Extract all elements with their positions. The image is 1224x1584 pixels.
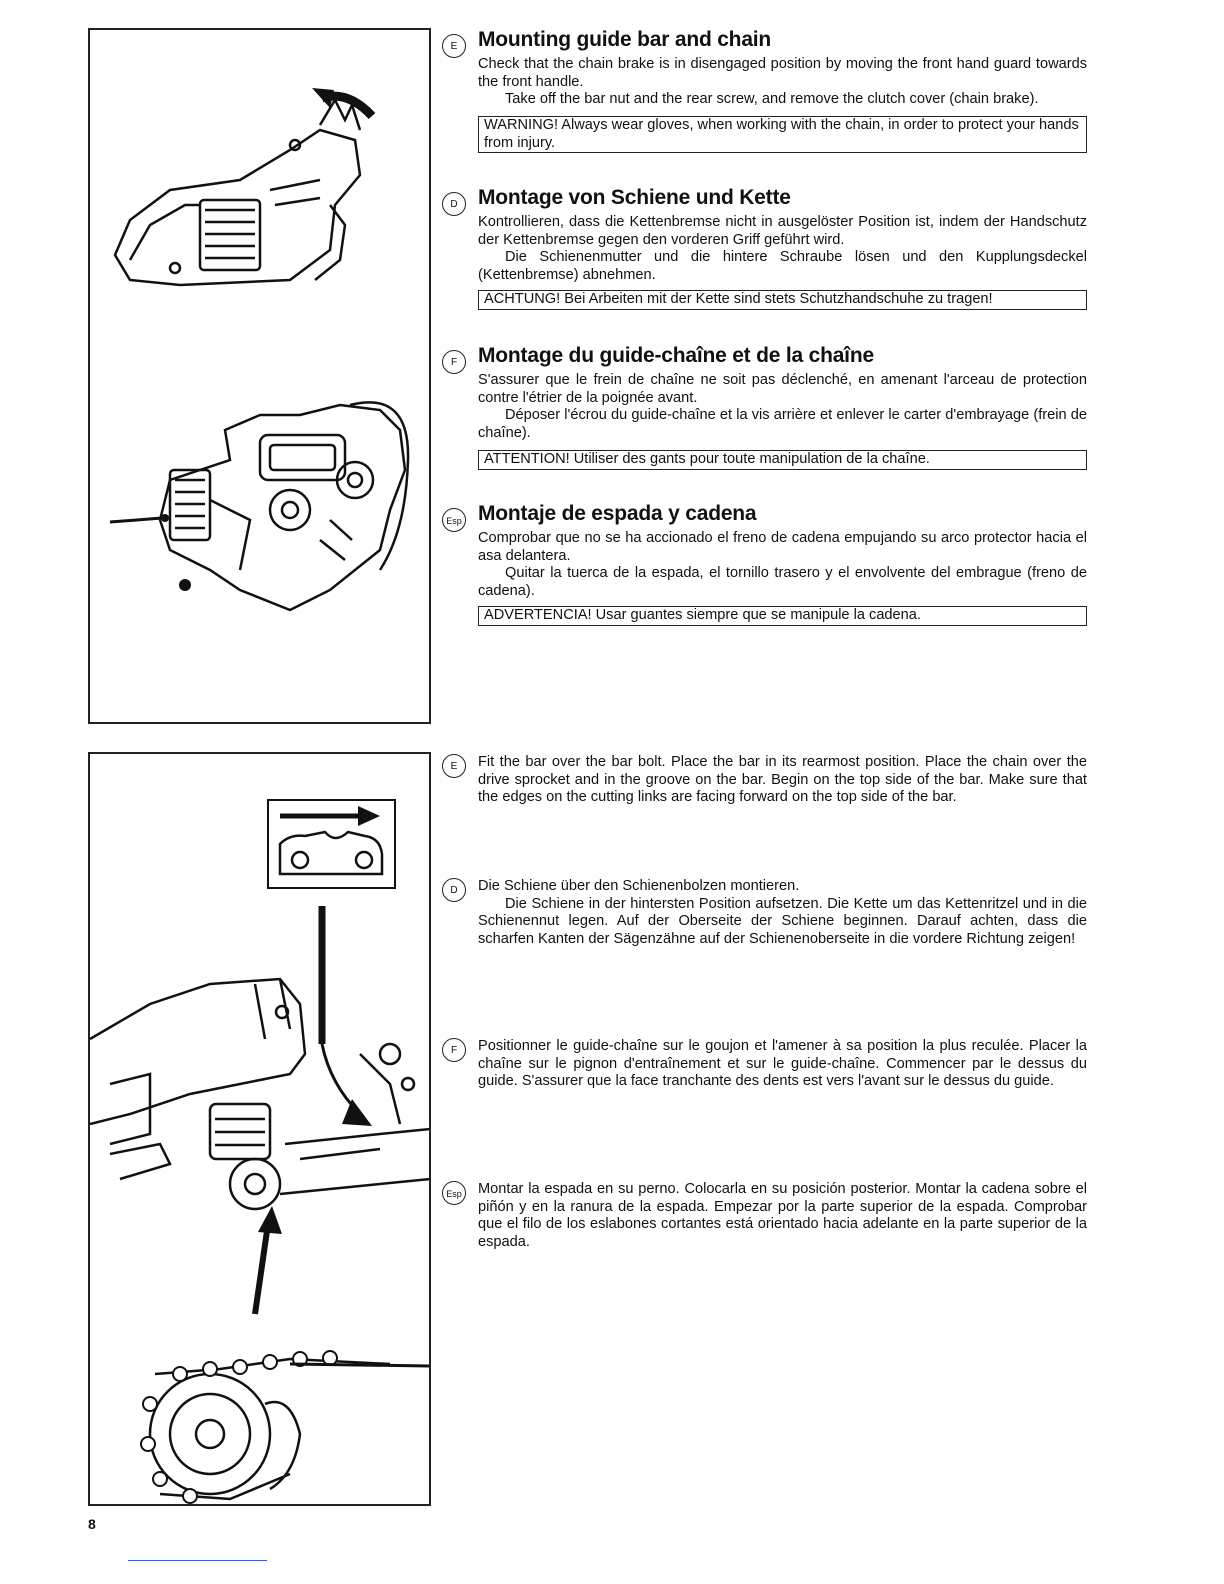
section-body [478, 56, 1087, 109]
section-body [478, 530, 1087, 600]
section-mounting-french [442, 344, 1087, 474]
language-badge-e: E [442, 34, 466, 58]
language-badge-esp: Esp [442, 1181, 466, 1205]
section-heading: Mounting guide bar and chain [478, 28, 772, 51]
section-heading: Montage du guide-chaîne et de la chaîne [478, 344, 874, 367]
section-mounting-spanish [442, 502, 1087, 632]
paragraph: Die Schienenmutter und die hintere Schraube lösen und den Kupplungsdeckel (Kettenbremse) abnehmen. [478, 249, 1087, 283]
section-heading: Montaje de espada y cadena [478, 502, 757, 525]
illustration-chainsaw-top [90, 30, 429, 722]
section-mounting-english [442, 28, 1087, 158]
paragraph: Check that the chain brake is in disengaged position by moving the front hand guard towards the front handle. [478, 56, 1087, 90]
paragraph: Montar la espada en su perno. Colocarla en su posición posterior. Montar la cadena sobre el piñón y en la ranura de la espada. Empezar por la parte superior de la espada. Comprobar que el filo de los eslabones cortantes está orientado hacia adelante en la parte superior de la espada. [478, 1181, 1087, 1250]
warning-box: ADVERTENCIA! Usar guantes siempre que se manipule la cadena. [478, 606, 1087, 626]
paragraph: Comprobar que no se ha accionado el freno de cadena empujando su arco protector hacia el asa delantera. [478, 530, 1087, 564]
language-badge-e: E [442, 754, 466, 778]
warning-box: WARNING! Always wear gloves, when working with the chain, in order to protect your hands from injury. [478, 116, 1087, 153]
section-fit-bar-german [442, 878, 1087, 978]
paragraph: Die Schiene über den Schienenbolzen montieren. [478, 878, 800, 894]
language-badge-f: F [442, 1038, 466, 1062]
warning-box: ACHTUNG! Bei Arbeiten mit der Kette sind stets Schutzhandschuhe zu tragen! [478, 290, 1087, 310]
language-badge-d: D [442, 878, 466, 902]
section-mounting-german [442, 186, 1087, 316]
illustration-bar-and-chain [90, 754, 429, 1504]
footer-rule [128, 1560, 267, 1561]
paragraph: Kontrollieren, dass die Kettenbremse nicht in ausgelöster Position ist, indem der Handschutz der Kettenbremse gegen den vorderen Griff geführt wird. [478, 214, 1087, 248]
section-body [478, 214, 1087, 284]
warning-box: ATTENTION! Utiliser des gants pour toute manipulation de la chaîne. [478, 450, 1087, 470]
figure-chain-brake-clutch-cover [88, 28, 431, 724]
paragraph: Take off the bar nut and the rear screw, and remove the clutch cover (chain brake). [505, 91, 1039, 107]
language-badge-d: D [442, 192, 466, 216]
paragraph: Die Schiene in der hintersten Position aufsetzen. Die Kette um das Kettenritzel und in die Schienennut legen. Auf der Oberseite der Schiene beginnen. Darauf achten, dass die scharfen Kanten der Sägenzähne auf der Schienenoberseite in die vordere Richtung zeigen! [478, 895, 1087, 947]
paragraph: Fit the bar over the bar bolt. Place the bar in its rearmost position. Place the chain over the drive sprocket and in the groove on the bar. Begin on the top side of the bar. Make sure that the edges on the cutting links are facing forward on the top side of the bar. [478, 754, 1087, 805]
section-body [478, 1181, 1087, 1251]
section-body [478, 372, 1087, 442]
section-body [478, 878, 1087, 948]
figure-bar-chain-mounting [88, 752, 431, 1506]
page-number: 8 [88, 1516, 96, 1532]
section-body [478, 754, 1087, 807]
section-fit-bar-english [442, 754, 1087, 834]
language-badge-esp: Esp [442, 508, 466, 532]
section-fit-bar-french [442, 1038, 1087, 1118]
paragraph: Déposer l'écrou du guide-chaîne et la vis arrière et enlever le carter d'embrayage (frein de chaîne). [478, 407, 1087, 441]
paragraph: Positionner le guide-chaîne sur le goujon et l'amener à sa position la plus reculée. Placer la chaîne sur le pignon d'entraînement et sur le guide-chaîne. Commencer par le dessus du guide. S'assurer que la face tranchante des dents est vers l'avant sur le dessus du guide. [478, 1038, 1087, 1089]
section-heading: Montage von Schiene und Kette [478, 186, 791, 209]
section-body [478, 1038, 1087, 1091]
paragraph: Quitar la tuerca de la espada, el tornillo trasero y el envolvente del embrague (freno de cadena). [478, 565, 1087, 599]
paragraph: S'assurer que le frein de chaîne ne soit pas déclenché, en amenant l'arceau de protection contre l'étrier de la poignée avant. [478, 372, 1087, 406]
section-fit-bar-spanish [442, 1181, 1087, 1261]
language-badge-f: F [442, 350, 466, 374]
